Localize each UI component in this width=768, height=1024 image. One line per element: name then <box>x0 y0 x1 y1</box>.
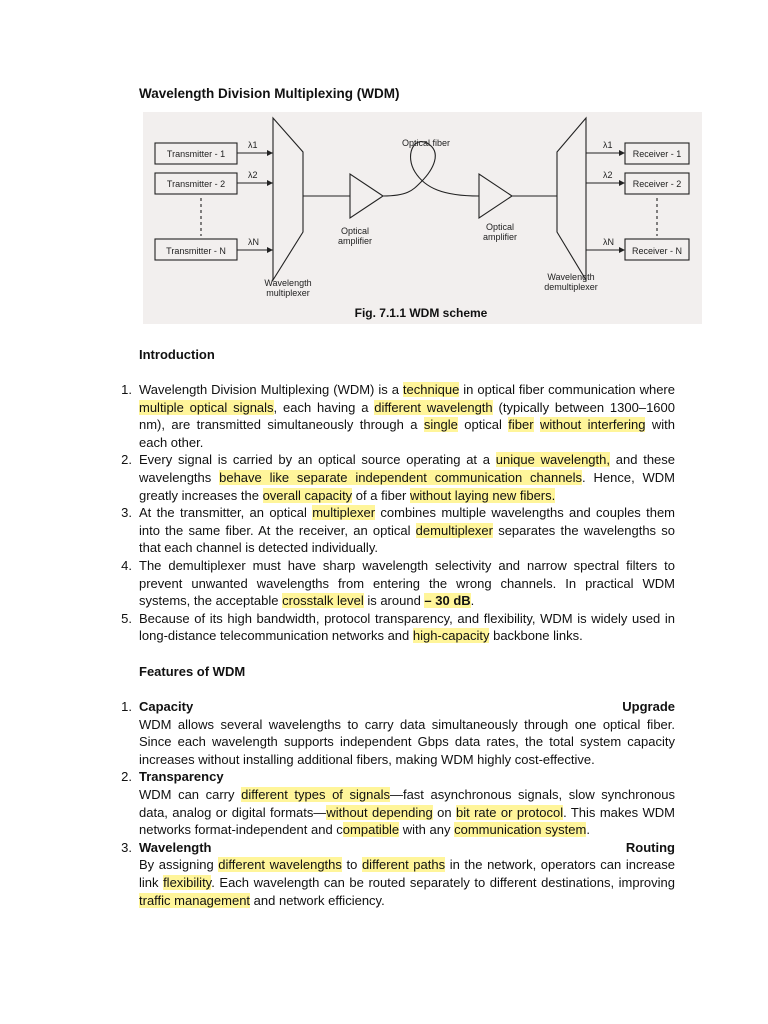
body-text: with each other. <box>139 417 675 450</box>
list-number: 1. <box>121 699 132 714</box>
body-text: The demultiplexer must have sharp wavelength selectivity and narrow spectral filters to prevent unwanted wavelengths from entering the wrong channels. In practical WDM systems, the acceptable <box>139 557 675 609</box>
feature-item <box>114 698 675 768</box>
highlighted-text: different paths <box>361 857 446 873</box>
amplifier-2-label-line1: Optical <box>485 222 515 232</box>
body-text: on <box>432 804 456 820</box>
lambda-1-tx: λ1 <box>248 140 258 150</box>
features-heading: Features of WDM <box>139 664 246 679</box>
body-text: . Each wavelength can be routed separately to different destinations, improving <box>211 874 675 890</box>
highlighted-text: fiber <box>508 417 534 433</box>
body-text: . Hence, WDM greatly increases the <box>139 469 675 503</box>
body-text: Wavelength Division Multiplexing (WDM) is a <box>139 382 403 397</box>
highlighted-text: behave like separate independent communication channels <box>219 469 583 485</box>
feature-body <box>139 716 675 769</box>
feature-item <box>114 768 675 838</box>
body-text: backbone links. <box>489 628 583 644</box>
body-text: optical <box>457 417 509 433</box>
body-text: and network efficiency. <box>250 892 385 908</box>
feature-body <box>139 856 675 909</box>
feature-item <box>114 839 675 909</box>
multiplexer-shape <box>273 118 303 280</box>
body-text: with any <box>399 822 455 838</box>
list-number: 5. <box>121 610 132 626</box>
feature-heading-left: Transparency <box>139 769 224 785</box>
highlighted-text: flexibility <box>163 874 212 890</box>
highlighted-text: traffic management <box>139 892 251 908</box>
receiver-2-label: Receiver - 2 <box>632 179 682 189</box>
body-text: combines multiple wavelengths and couples them into the same fiber. At the receiver, an optical <box>139 505 675 538</box>
body-text: , each having a <box>273 399 375 415</box>
mux-label-line2: multiplexer <box>266 288 310 298</box>
optical-fiber-label: Optical fiber <box>401 138 451 148</box>
list-number: 2. <box>121 452 132 468</box>
highlighted-text: high-capacity <box>412 628 490 644</box>
receiver-n-label: Receiver - N <box>631 246 683 256</box>
wdm-diagram <box>143 112 702 324</box>
list-number: 3. <box>121 505 132 521</box>
body-text: . This makes WDM networks format-independent and c <box>139 804 675 838</box>
lambda-n-tx: λN <box>248 237 259 247</box>
amplifier-2-label-line2: amplifier <box>482 232 518 242</box>
highlighted-text: ompatible <box>342 822 400 838</box>
demux-label-line2: demultiplexer <box>544 282 598 292</box>
list-item <box>114 610 675 645</box>
list-number: 1. <box>121 382 132 397</box>
highlighted-text: communication system <box>454 822 587 838</box>
highlighted-text: bit rate or protocol <box>455 804 564 820</box>
body-text: WDM can carry <box>139 786 242 802</box>
body-text: of a fiber <box>352 487 410 503</box>
highlighted-text: technique <box>402 382 460 397</box>
highlighted-text: different types of signals <box>241 786 390 802</box>
figure-caption: Fig. 7.1.1 WDM scheme <box>354 306 488 320</box>
list-item <box>114 557 675 610</box>
optical-amplifier-2 <box>479 174 512 218</box>
body-text: Every signal is carried by an optical source operating at a <box>139 452 496 468</box>
introduction-list <box>114 381 675 645</box>
highlighted-text: different wavelength <box>374 399 493 415</box>
body-text: is around <box>363 593 425 609</box>
list-number: 4. <box>121 557 132 573</box>
feature-heading-left: Wavelength <box>139 839 212 855</box>
highlighted-text: without depending <box>326 804 433 820</box>
highlighted-text: without interfering <box>540 417 646 433</box>
body-text: By assigning <box>139 857 219 873</box>
feature-heading <box>139 768 675 786</box>
feature-heading <box>139 839 675 857</box>
body-text: At the transmitter, an optical <box>139 505 313 521</box>
wdm-figure <box>143 112 702 324</box>
transmitter-1-label: Transmitter - 1 <box>166 149 226 159</box>
amplifier-1-label-line2: amplifier <box>337 236 373 246</box>
receiver-1-label: Receiver - 1 <box>632 149 682 159</box>
lambda-n-rx: λN <box>603 237 614 247</box>
feature-heading-left: Capacity <box>139 699 194 714</box>
transmitter-2-label: Transmitter - 2 <box>166 179 226 189</box>
demux-label-line1: Wavelength <box>547 272 595 282</box>
list-item <box>114 504 675 557</box>
highlighted-text: without laying new fibers. <box>410 487 556 503</box>
body-text: (typically between 1300–1600 nm), are transmitted simultaneously through a <box>139 399 675 433</box>
list-item <box>114 451 675 504</box>
body-text: in the network, operators can increase link <box>139 857 676 890</box>
lambda-1-rx: λ1 <box>603 140 613 150</box>
highlighted-text: different wavelengths <box>218 857 342 873</box>
highlighted-text: single <box>423 417 458 433</box>
highlighted-text: demultiplexer <box>415 522 493 538</box>
highlighted-text: multiplexer <box>312 505 376 521</box>
highlighted-text: overall capacity <box>262 487 353 503</box>
features-list <box>114 698 675 909</box>
feature-heading <box>139 698 675 716</box>
transmitter-n-label: Transmitter - N <box>166 246 226 256</box>
highlighted-text: crosstalk level <box>282 593 364 609</box>
feature-heading-right: Upgrade <box>622 699 675 714</box>
feature-body <box>139 786 675 839</box>
body-text: separates the wavelengths so that each channel is detected individually. <box>139 522 675 556</box>
body-text: . <box>470 593 475 609</box>
body-text: —fast asynchronous signals, slow synchronous data, analog or digital formats— <box>139 786 675 820</box>
lambda-2-tx: λ2 <box>248 170 258 180</box>
page-title: Wavelength Division Multiplexing (WDM) <box>139 86 400 101</box>
list-number: 3. <box>121 839 132 855</box>
mux-label-line1: Wavelength <box>264 278 312 288</box>
demultiplexer-shape <box>557 118 586 280</box>
body-text: in optical fiber communication where <box>459 382 675 397</box>
highlighted-text: multiple optical signals <box>139 399 274 415</box>
list-number: 2. <box>121 769 132 785</box>
amplifier-1-label-line1: Optical <box>340 226 370 236</box>
list-item <box>114 381 675 451</box>
highlighted-text: unique wavelength, <box>495 452 610 468</box>
body-text: to <box>341 857 362 873</box>
highlighted-text: – 30 dB <box>424 593 471 609</box>
lambda-2-rx: λ2 <box>603 170 613 180</box>
feature-heading-right: Routing <box>625 839 675 855</box>
body-text: . <box>586 822 590 838</box>
introduction-heading: Introduction <box>139 347 215 362</box>
body-text: and these wavelengths <box>139 452 676 485</box>
optical-amplifier-1 <box>350 174 383 218</box>
body-text: WDM allows several wavelengths to carry data simultaneously through one optical fiber. Since each wavelength supports independent Gbps data rates, the total system capacity increases without installing additional fibers, making WDM highly cost-effective. <box>139 716 675 767</box>
body-text: Because of its high bandwidth, protocol transparency, and flexibility, WDM is widely used in long-distance telecommunication networks and <box>139 610 675 644</box>
